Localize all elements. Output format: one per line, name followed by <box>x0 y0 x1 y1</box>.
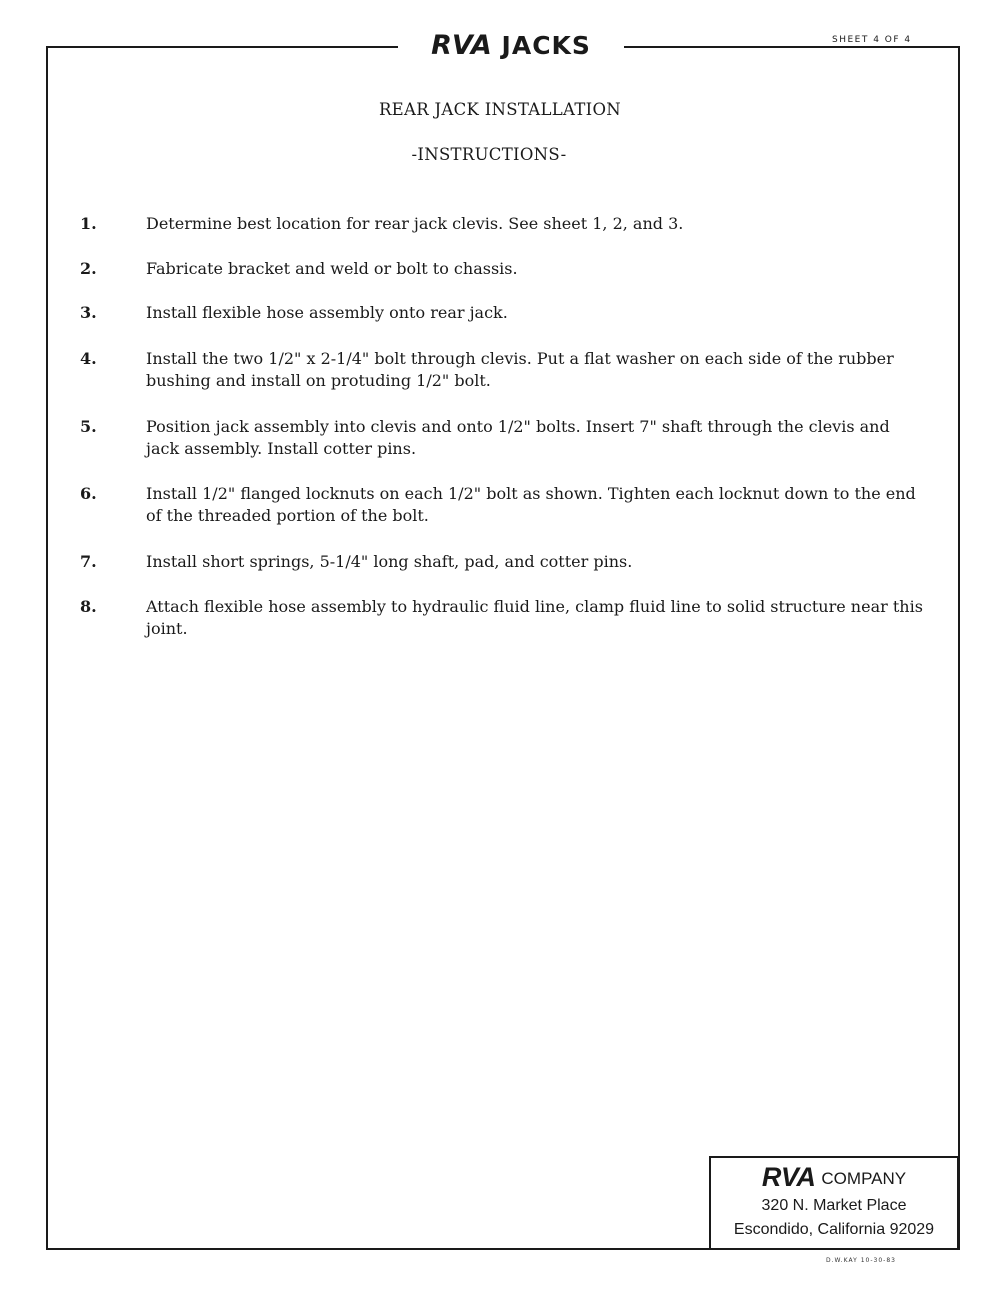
step-text: Install short springs, 5-1/4" long shaft, pad, and cotter pins. <box>146 552 633 571</box>
step-text: Install flexible hose assembly onto rear jack. <box>146 303 508 322</box>
company-name: COMPANY <box>821 1169 907 1188</box>
step-number: 7. <box>80 552 97 571</box>
step-number: 2. <box>80 259 97 278</box>
step-number: 3. <box>80 303 97 322</box>
company-address: 320 N. Market Place <box>761 1197 907 1214</box>
company-logo: RVA <box>761 1162 816 1192</box>
step-text: Determine best location for rear jack clevis. See sheet 1, 2, and 3. <box>146 214 684 233</box>
step-number: 4. <box>80 349 97 368</box>
page-subtitle: -INSTRUCTIONS- <box>411 145 567 164</box>
step-text: Install 1/2" flanged locknuts on each 1/2" bolt as shown. Tighten each locknut down to the end of the threaded portion of the bolt. <box>146 484 916 525</box>
drawn-by-note: D.W.KAY 10-30-83 <box>826 1257 896 1264</box>
step-text: Fabricate bracket and weld or bolt to chassis. <box>146 259 518 278</box>
company-title-block <box>709 1156 959 1250</box>
page-title: REAR JACK INSTALLATION <box>378 100 622 119</box>
step-number: 5. <box>80 417 97 436</box>
company-city: Escondido, California 92029 <box>733 1221 935 1238</box>
brand-jacks: JACKS <box>501 31 591 60</box>
step-text: Position jack assembly into clevis and onto 1/2" bolts. Insert 7" shaft through the clevis and jack assembly. Install cotter pins. <box>146 417 890 458</box>
brand-title <box>398 30 624 61</box>
step-number: 8. <box>80 597 97 616</box>
sheet-number: SHEET 4 OF 4 <box>832 35 912 45</box>
step-number: 6. <box>80 484 97 503</box>
rva-logo: RVA <box>431 30 492 61</box>
step-number: 1. <box>80 214 97 233</box>
step-text: Attach flexible hose assembly to hydraulic fluid line, clamp fluid line to solid structure near this joint. <box>146 597 923 638</box>
step-text: Install the two 1/2" x 2-1/4" bolt through clevis. Put a flat washer on each side of the rubber bushing and install on protuding 1/2" bolt. <box>146 349 894 390</box>
